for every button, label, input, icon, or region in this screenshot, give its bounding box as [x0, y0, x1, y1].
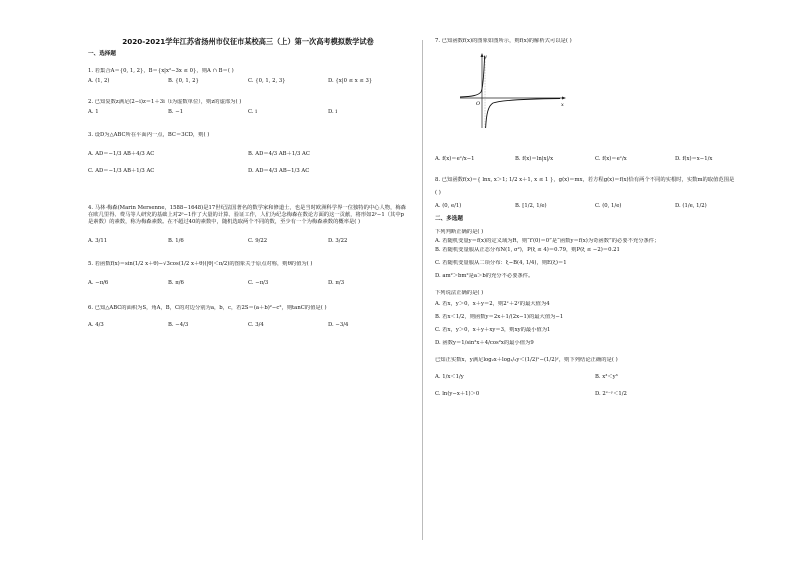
option-c: C. −π/3 — [248, 280, 269, 286]
option-b: B. 1/6 — [168, 238, 184, 244]
option-a: A. 3/11 — [88, 238, 108, 244]
origin-label: O — [476, 101, 481, 107]
question-10 — [435, 290, 755, 347]
option-c: C. i — [248, 109, 257, 115]
exam-title: 2020-2021学年江苏省扬州市仪征市某校高三（上）第一次高考模拟数学试卷 — [122, 37, 374, 46]
statement-c: C. 若随机变量服从二项分布：ξ∼B(4, 1/4)，则E(ξ)＝1 — [435, 260, 567, 266]
option-d: D. −3/4 — [328, 322, 349, 328]
option-d: D. f(x)＝x−1/x — [675, 156, 713, 162]
option-c: C. (0, 1/e) — [595, 203, 622, 209]
option-d: D. i — [328, 109, 338, 115]
curve-right — [486, 99, 560, 129]
option-c: C. {0, 1, 2, 3} — [248, 78, 286, 84]
statement-a: A. 若随机变量y＝f(x)的定义域为R，则“f′(0)＝0”是“函数y＝f(x)为奇函数”的必要不充分条件； — [435, 238, 660, 244]
curve-left — [460, 56, 485, 97]
x-axis-label: x — [561, 102, 564, 108]
question-stem: 2. 已知复数z满足(2−i)z＝1＋3i（i为虚数单位），则z的虚部为( ) — [88, 99, 242, 105]
option-a: A. (1, 2) — [88, 78, 110, 84]
section-heading-multi: 二、多选题 — [435, 216, 463, 222]
option-a: A. −π/6 — [88, 280, 109, 286]
option-d: D. AD＝4/3 AB−1/3 AC — [248, 168, 310, 174]
option-d: D. (1/e, 1/2) — [675, 203, 707, 209]
question-stem: 7. 已知函数f(x)的图象如图所示，则f(x)的解析式可以是( ) — [435, 38, 572, 44]
question-options — [88, 109, 408, 116]
y-axis-label: y — [484, 54, 487, 60]
question-9 — [435, 229, 755, 280]
statement-d: D. 函数y＝1/sin²x＋4/cos²x的最小值为9 — [435, 340, 534, 346]
option-b: B. AD＝4/3 AB＋1/3 AC — [248, 151, 310, 157]
option-d: D. π/3 — [328, 280, 345, 286]
section-heading-choice: 一、选择题 — [88, 51, 116, 57]
statement-b: B. 若随机变量服从正态分布N(1, σ²)，P(ξ ≤ 4)＝0.79，则P(ξ ≤ −2)＝0.21 — [435, 247, 620, 253]
question-options — [88, 151, 408, 158]
question-paren: ( ) — [435, 190, 441, 196]
question-2 — [88, 99, 408, 116]
question-options — [88, 280, 408, 287]
option-d: D. {x|0 ≤ x ≤ 3} — [328, 78, 373, 84]
question-options — [88, 78, 408, 85]
option-d: D. 2ˣ⁻ʸ＜1/2 — [595, 391, 627, 397]
question-options — [435, 203, 755, 210]
option-c: C. AD＝−1/3 AB＋1/3 AC — [88, 168, 155, 174]
question-6 — [88, 305, 408, 329]
statement-d: D. am²＞bm²是a＞b的充分不必要条件。 — [435, 273, 534, 279]
function-graph — [458, 50, 568, 130]
option-a: A. AD＝−1/3 AB＋4/3 AC — [88, 151, 155, 157]
question-stem: 4. 马林·梅森(Marin Mersenne，1588−1648)是17世纪法国著名的数学家和修道士，也是当时欧洲科学界一位独特的中心人物，梅森在欧几里得、费马等人研究的基础上对2ᵖ−1作了大量的计算、验证工作，人们为纪念梅森在数论方面的这一贡献，将形如2ᵖ−1（其中p是素数）的素数，称为梅森素数。在不超过40的素数中，随机选取两个不同的数，至少有一个为梅森素数的概率是( ) — [88, 205, 406, 225]
question-options — [435, 374, 755, 381]
option-b: B. −1 — [168, 109, 184, 115]
statement-a: A. 若x，y＞0，x＋y＝2，则2ˣ＋2ʸ的最大值为4 — [435, 301, 550, 307]
question-options — [88, 168, 408, 175]
question-stem: 8. 已知函数f(x)＝{ lnx, x＞1; 1/2 x＋1, x ≤ 1 }，g(x)＝mx，若方程g(x)＝f(x)恰有两个不同的实根时，实数m的取值范围是 — [435, 177, 735, 183]
question-stem: 下列判断正确的是( ) — [435, 229, 484, 235]
option-c: C. 3/4 — [248, 322, 264, 328]
x-axis-arrow — [562, 97, 566, 100]
question-11 — [435, 357, 755, 398]
option-b: B. {0, 1, 2} — [168, 78, 199, 84]
option-d: D. 3/22 — [328, 238, 348, 244]
question-stem: 6. 已知△ABC的面积为S，角A，B，C的对边分别为a，b，c，若2S＝(a＋b)²−c²，则tanC的值是( ) — [88, 305, 327, 311]
option-c: C. ln(y−x＋1)＞0 — [435, 391, 480, 397]
option-c: C. 9/22 — [248, 238, 268, 244]
question-stem: 已知正实数x，y满足log₂x＋log₁/₂y＜(1/2)ˣ−(1/2)ʸ，则下列结论正确的是( ) — [435, 357, 618, 363]
option-a: A. (0, e/1) — [435, 203, 462, 209]
statement-b: B. 若x＜1/2，则函数y＝2x＋1/(2x−1)的最大值为−1 — [435, 314, 564, 320]
question-options — [435, 156, 755, 163]
question-options — [435, 391, 755, 398]
left-column — [88, 38, 408, 329]
question-stem: 5. 若函数f(x)＝sin(1/2 x＋θ)−√3cos(1/2 x＋θ)(|θ|＜π/2)的图象关于原点对称，则θ的值为( ) — [88, 261, 313, 267]
statement-c: C. 若x，y＞0，x＋y＋xy＝3，则xy的最小值为1 — [435, 327, 551, 333]
option-b: B. x³＜y³ — [595, 374, 618, 380]
question-options — [88, 322, 408, 329]
option-a: A. 1/x＜1/y — [435, 374, 464, 380]
question-stem: 下列说法正确的是( ) — [435, 290, 484, 296]
option-b: B. −4/3 — [168, 322, 189, 328]
column-divider — [422, 40, 423, 540]
option-c: C. f(x)＝eˣ/x — [595, 156, 627, 162]
option-a: A. 4/3 — [88, 322, 104, 328]
option-b: B. π/6 — [168, 280, 184, 286]
option-b: B. f(x)＝ln|x|/x — [515, 156, 554, 162]
question-3 — [88, 132, 408, 175]
option-a: A. f(x)＝eˣ/x−1 — [435, 156, 475, 162]
question-4 — [88, 205, 408, 245]
question-stem: 1. 若集合A＝{0, 1, 2}，B＝{x|x²−3x ≤ 0}，则A ∩ B＝( ) — [88, 68, 234, 74]
question-stem: 3. 设D为△ABC所在平面内一点，BC＝3CD，则( ) — [88, 132, 210, 138]
question-1 — [88, 68, 408, 85]
option-b: B. [1/2, 1/e) — [515, 203, 547, 209]
question-options — [88, 238, 408, 245]
question-8 — [435, 177, 755, 210]
option-a: A. 1 — [88, 109, 99, 115]
question-5 — [88, 261, 408, 287]
